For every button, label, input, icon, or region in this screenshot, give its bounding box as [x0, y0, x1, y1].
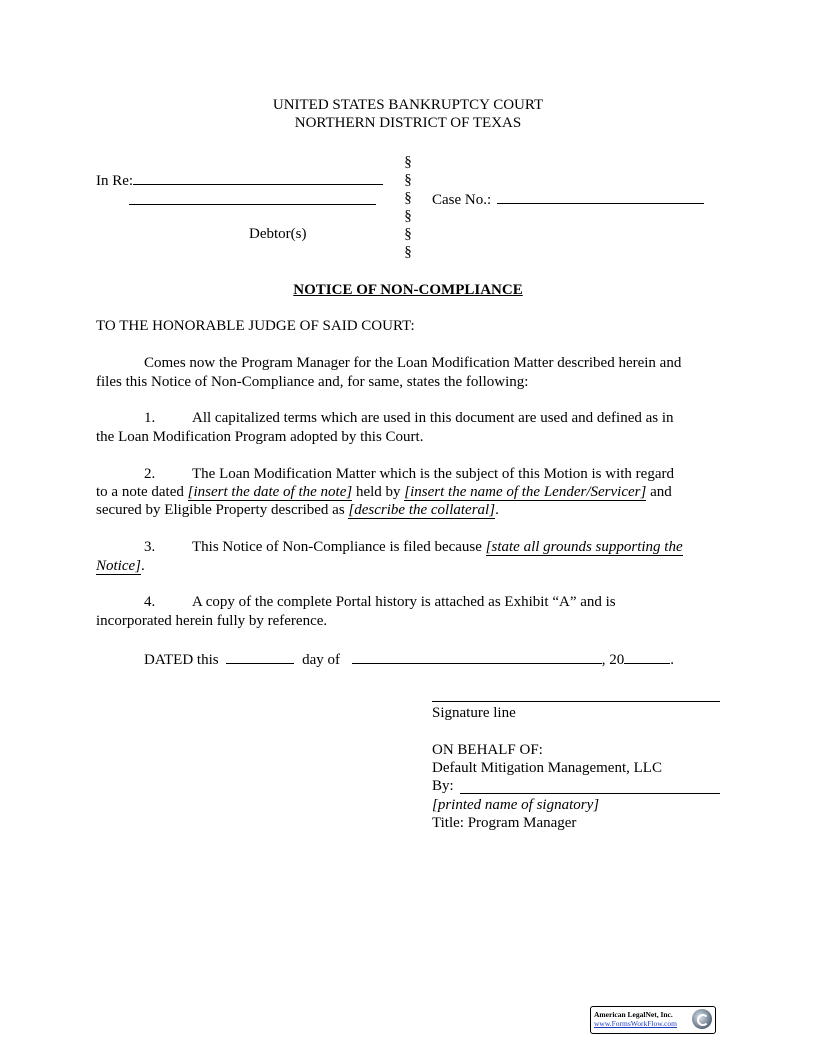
- section-symbol: §: [404, 208, 412, 224]
- dated-month-blank: [352, 649, 602, 664]
- dated-prefix: DATED this: [144, 652, 219, 668]
- item-1-number: 1.: [144, 410, 156, 426]
- item-4-line-1: A copy of the complete Portal history is attached as Exhibit “A” and is: [192, 594, 616, 610]
- case-no-label: Case No.:: [432, 192, 492, 208]
- item-3-number: 3.: [144, 539, 156, 555]
- debtor-label: Debtor(s): [249, 226, 307, 242]
- item-3-line-2: [96, 557, 145, 575]
- item-1-line-1: All capitalized terms which are used in this document are used and defined as in: [192, 410, 674, 426]
- signature-rule: [432, 701, 720, 702]
- globe-icon: [692, 1009, 712, 1029]
- intro-line-1: Comes now the Program Manager for the Loan Modification Matter described herein and: [144, 355, 682, 371]
- item-2-text: .: [495, 502, 499, 518]
- signature-line-label: Signature line: [432, 705, 516, 721]
- dated-suffix: .: [670, 652, 674, 668]
- note-date-placeholder: [insert the date of the note]: [187, 484, 353, 500]
- item-4-line-2: incorporated herein fully by reference.: [96, 613, 328, 629]
- item-2-line-3: [96, 501, 499, 519]
- dated-year-prefix: , 20: [601, 652, 625, 668]
- company-name: Default Mitigation Management, LLC: [432, 760, 662, 776]
- section-symbol: §: [404, 190, 412, 206]
- item-2-number: 2.: [144, 466, 156, 482]
- by-rule: [460, 793, 720, 794]
- item-2-line-2: [96, 483, 672, 501]
- item-3-line-1: [192, 538, 683, 556]
- item-2-text: held by: [352, 484, 405, 500]
- court-name: UNITED STATES BANKRUPTCY COURT: [272, 97, 544, 113]
- signatory-title: Title: Program Manager: [432, 815, 577, 831]
- on-behalf-of: ON BEHALF OF:: [432, 742, 543, 758]
- section-symbol: §: [404, 172, 412, 188]
- document-title-text: NOTICE OF NON-COMPLIANCE: [293, 282, 523, 298]
- item-2-text: secured by Eligible Property described as: [96, 502, 349, 518]
- item-2-text: and: [646, 484, 672, 500]
- logo-company-name: American LegalNet, Inc.: [594, 1010, 673, 1019]
- section-symbol-column: [402, 153, 414, 261]
- american-legalnet-logo: [590, 1006, 716, 1034]
- lender-placeholder: [insert the name of the Lender/Servicer]: [404, 484, 647, 500]
- salutation: TO THE HONORABLE JUDGE OF SAID COURT:: [96, 318, 415, 334]
- grounds-placeholder-cont: Notice]: [96, 558, 141, 574]
- item-1-line-2: the Loan Modification Program adopted by this Court.: [96, 429, 424, 445]
- case-no-blank: [497, 189, 704, 204]
- collateral-placeholder: [describe the collateral]: [348, 502, 496, 518]
- in-re-blank: [133, 170, 383, 185]
- dated-day-of: day of: [302, 652, 340, 668]
- printed-name-placeholder: [printed name of signatory]: [432, 797, 600, 813]
- section-symbol: §: [404, 154, 412, 170]
- item-3-text: This Notice of Non-Compliance is filed because: [192, 539, 486, 555]
- dated-day-blank: [226, 649, 294, 664]
- item-2-line-1: The Loan Modification Matter which is the subject of this Motion is with regard: [192, 466, 674, 482]
- section-symbol: §: [404, 244, 412, 260]
- item-4-number: 4.: [144, 594, 156, 610]
- dated-line: [144, 649, 674, 669]
- item-3-text: .: [141, 558, 145, 574]
- document-title: [0, 281, 816, 299]
- district-name: NORTHERN DISTRICT OF TEXAS: [294, 115, 522, 131]
- section-symbol: §: [404, 226, 412, 242]
- intro-line-2: files this Notice of Non-Compliance and, for same, states the following:: [96, 374, 529, 390]
- by-label: By:: [432, 778, 454, 794]
- in-re-second-blank: [129, 204, 376, 205]
- item-2-text: to a note dated: [96, 484, 188, 500]
- grounds-placeholder: [state all grounds supporting the: [485, 539, 683, 555]
- in-re-label: In Re:: [96, 173, 134, 189]
- logo-url-link[interactable]: www.FormsWorkFlow.com: [594, 1019, 678, 1028]
- in-re-field: [96, 170, 383, 190]
- case-no-field: [432, 189, 704, 209]
- dated-year-blank: [624, 649, 670, 664]
